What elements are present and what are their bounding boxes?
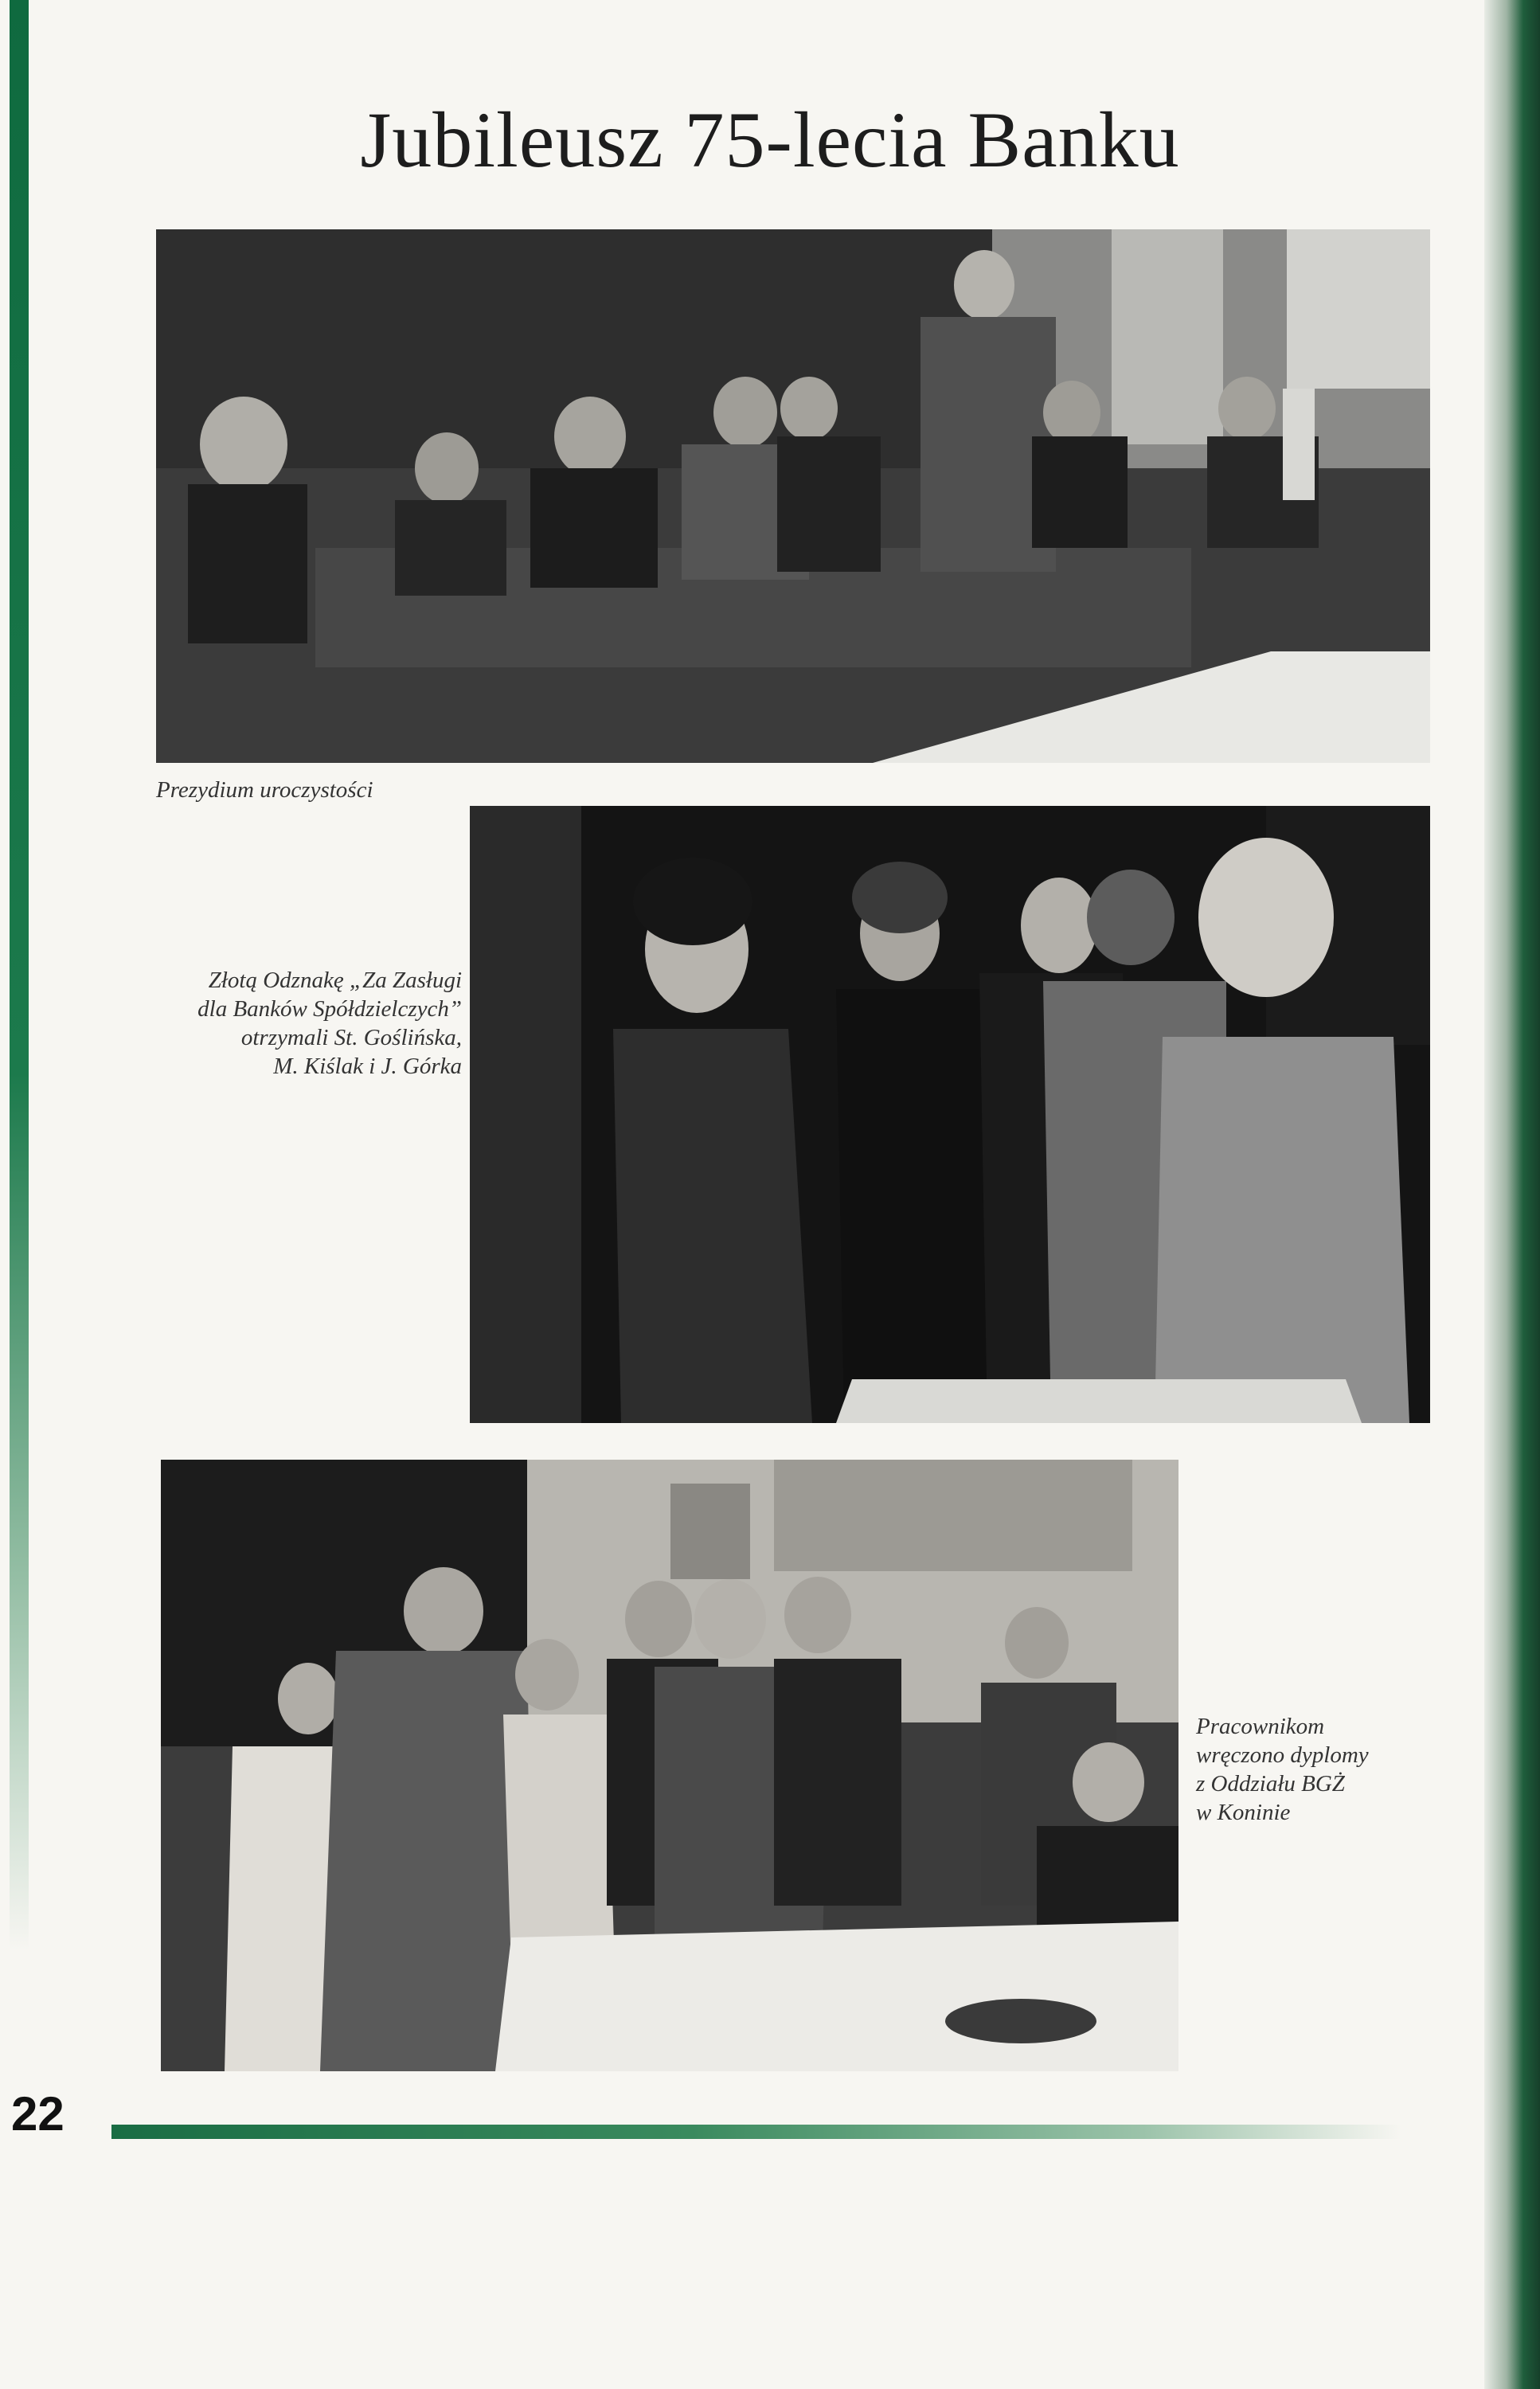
left-accent-bar (10, 0, 29, 1951)
page-number: 22 (11, 2087, 64, 2141)
footer-rule (111, 2125, 1401, 2139)
caption-line: M. Kiślak i J. Górka (273, 1054, 462, 1079)
caption-line: otrzymali St. Goślińska, (240, 1025, 462, 1050)
caption-line: wręczono dyplomy (1196, 1742, 1369, 1768)
caption-line: z Oddziału BGŻ (1196, 1771, 1345, 1797)
caption-line: w Koninie (1196, 1800, 1291, 1825)
photo-presidium (156, 229, 1430, 763)
caption-line: Prezydium uroczystości (156, 777, 373, 803)
photo-award-badge (470, 806, 1430, 1423)
right-page-edge (1484, 0, 1540, 2389)
caption-line: Złotą Odznakę „Za Zasługi (208, 968, 462, 993)
caption-line: Pracownikom (1196, 1714, 1325, 1739)
caption-presidium (156, 776, 634, 804)
caption-diplomas (1196, 1712, 1435, 1827)
page-title: Jubileusz 75-lecia Banku (360, 96, 1180, 184)
caption-award-badge (119, 966, 462, 1081)
caption-line: dla Banków Spółdzielczych” (197, 996, 462, 1022)
photo-diplomas (161, 1460, 1178, 2071)
